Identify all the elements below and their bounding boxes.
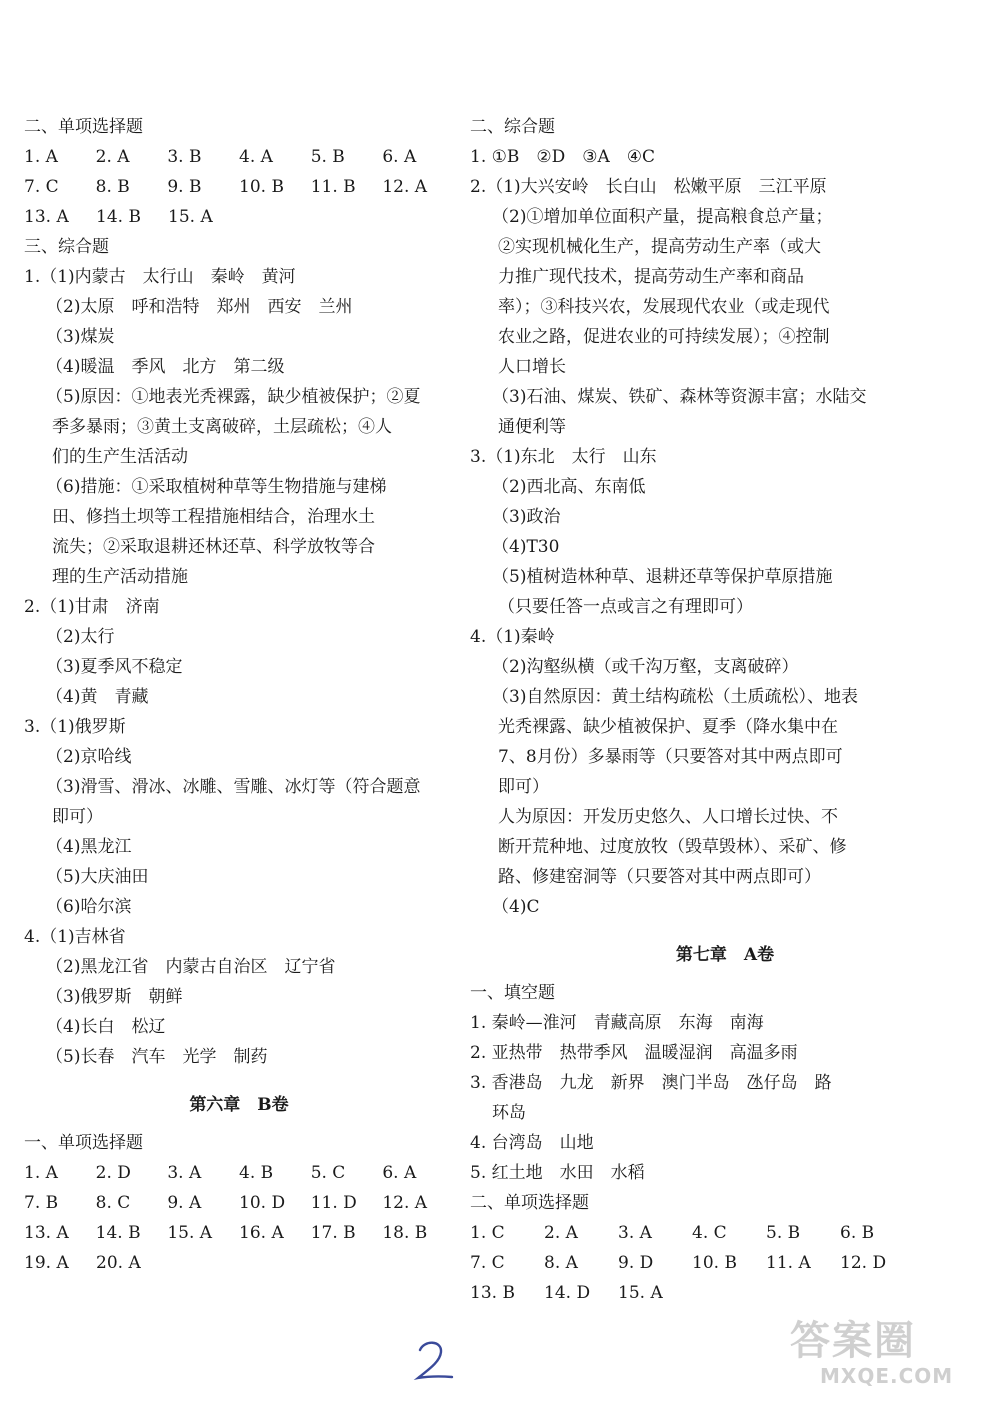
section-title: 二、综合题 — [470, 117, 555, 137]
answer: 8. B — [95, 177, 130, 197]
answer-line: 流失；②采取退耕还林还草、科学放牧等合 — [52, 537, 375, 557]
answer: 7. C — [470, 1253, 505, 1273]
chapter-title: 第七章 A卷 — [675, 945, 775, 965]
answer: 12. D — [840, 1253, 887, 1273]
answer-line: （4)暖温 季风 北方 第二级 — [46, 357, 285, 377]
watermark-logo: 答案圈 MXQE.COM — [790, 1318, 954, 1388]
answer-line: （2)黑龙江省 内蒙古自治区 辽宁省 — [46, 957, 336, 977]
answer: 14. B — [96, 207, 141, 227]
section-title: 一、单项选择题 — [24, 1133, 143, 1153]
answer: 1. C — [470, 1223, 505, 1243]
section-title: 一、填空题 — [470, 983, 555, 1003]
answer: 10. D — [239, 1193, 286, 1213]
answer: 5. B — [766, 1223, 801, 1243]
answer: 7. B — [24, 1193, 59, 1213]
answer: 11. D — [310, 1193, 357, 1213]
answer: 2. D — [95, 1163, 131, 1183]
answer: 7. C — [24, 177, 59, 197]
answer-line: （6)措施：①采取植树种草等生物措施与建梯 — [46, 477, 387, 497]
answer-line: （6)哈尔滨 — [46, 897, 132, 917]
answer-row — [24, 142, 454, 172]
answer-line: 理的生产活动措施 — [52, 567, 188, 587]
answer: 9. D — [618, 1253, 654, 1273]
answer-line: （3)自然原因：黄土结构疏松（土质疏松）、地表 — [492, 687, 858, 707]
answer-line: （3)夏季风不稳定 — [46, 657, 183, 677]
answer: 3. B — [167, 147, 202, 167]
answer-line: 3. 香港岛 九龙 新界 澳门半岛 氹仔岛 路 — [470, 1073, 832, 1093]
answer-line: （2)太行 — [46, 627, 115, 647]
answer: 8. A — [544, 1253, 578, 1273]
chapter-title: 第六章 B卷 — [189, 1095, 289, 1115]
answer-line: 4.（1)秦岭 — [470, 627, 555, 647]
answer-line: 7、8月份）多暴雨等（只要答对其中两点即可 — [498, 747, 843, 767]
answer: 14. D — [544, 1283, 591, 1303]
answer: 5. C — [310, 1163, 346, 1183]
answer: 3. A — [167, 1163, 202, 1183]
answer: 15. A — [618, 1283, 663, 1303]
answer: 1. A — [24, 1163, 58, 1183]
answer-line: （4)黄 青藏 — [46, 687, 149, 707]
answer-row — [24, 202, 454, 232]
answer-line: 4.（1)吉林省 — [24, 927, 126, 947]
answer-line: 们的生产生活活动 — [52, 447, 188, 467]
answer-line: 断开荒种地、过度放牧（毁草毁林）、采矿、修 — [498, 837, 847, 857]
answer-line: ②实现机械化生产，提高劳动生产率（或大 — [498, 237, 821, 257]
answer: 14. B — [95, 1223, 141, 1243]
answer-line: （4)黑龙江 — [46, 837, 132, 857]
right-column — [470, 112, 980, 1308]
answer-line: 环岛 — [492, 1103, 526, 1123]
answer-row — [24, 1188, 454, 1218]
section-title: 二、单项选择题 — [24, 117, 143, 137]
answer: 15. A — [167, 1223, 213, 1243]
answer-line: （3)政治 — [492, 507, 561, 527]
answer: 4. B — [239, 1163, 274, 1183]
answer-line: （5)原因：①地表光秃裸露，缺少植被保护；②夏 — [46, 387, 421, 407]
answer: 17. B — [310, 1223, 356, 1243]
answer-line: 农业之路，促进农业的可持续发展）；④控制 — [498, 327, 830, 347]
answer-line: （4)T30 — [492, 537, 560, 557]
answer-line: （2)京哈线 — [46, 747, 132, 767]
answer: 6. B — [840, 1223, 875, 1243]
answer: 1. A — [24, 147, 58, 167]
answer: 9. B — [167, 177, 202, 197]
answer: 15. A — [168, 207, 213, 227]
answer-line: 即可） — [52, 807, 103, 827]
answer-line: （3)俄罗斯 朝鲜 — [46, 987, 183, 1007]
answer-row — [470, 1278, 980, 1308]
answer-line: 1. ①B ②D ③A ④C — [470, 147, 655, 167]
answer-line: 季多暴雨；③黄土支离破碎，土层疏松；④人 — [52, 417, 392, 437]
section-title: 三、综合题 — [24, 237, 109, 257]
answer: 16. A — [239, 1223, 284, 1243]
answer-line: （5)植树造林种草、退耕还草等保护草原措施 — [492, 567, 833, 587]
answer-line: （2)沟壑纵横（或千沟万壑，支离破碎） — [492, 657, 799, 677]
answer: 19. A — [24, 1253, 69, 1273]
answer-line: 路、修建窑洞等（只要答对其中两点即可） — [498, 867, 821, 887]
answer: 20. A — [96, 1253, 141, 1273]
answer-line: 田、修挡土坝等工程措施相结合，治理水土 — [52, 507, 375, 527]
answer-line: 2.（1)甘肃 济南 — [24, 597, 160, 617]
answer-row — [24, 172, 454, 202]
left-column — [24, 112, 454, 1278]
answer-line: 人口增长 — [498, 357, 566, 377]
answer: 12. A — [382, 177, 428, 197]
answer: 12. A — [382, 1193, 428, 1213]
answer-line: （只要任答一点或言之有理即可） — [498, 597, 753, 617]
answer: 10. B — [692, 1253, 737, 1273]
answer-line: 即可） — [498, 777, 549, 797]
answer-line: （5)长春 汽车 光学 制药 — [46, 1047, 268, 1067]
answer: 9. A — [167, 1193, 202, 1213]
answer-line: 2. 亚热带 热带季风 温暖湿润 高温多雨 — [470, 1043, 798, 1063]
section-title: 二、单项选择题 — [470, 1193, 589, 1213]
answer-line: 3.（1)俄罗斯 — [24, 717, 126, 737]
answer: 11. B — [310, 177, 356, 197]
answer: 13. B — [470, 1283, 515, 1303]
answer-line: 5. 红土地 水田 水稻 — [470, 1163, 645, 1183]
answer: 2. A — [544, 1223, 578, 1243]
answer: 10. B — [239, 177, 284, 197]
answer: 5. B — [310, 147, 345, 167]
answer-line: 1. 秦岭—淮河 青藏高原 东海 南海 — [470, 1013, 764, 1033]
answer: 3. A — [618, 1223, 652, 1243]
answer-line: 光秃裸露、缺少植被保护、夏季（降水集中在 — [498, 717, 838, 737]
answer-line: （4)C — [492, 897, 540, 917]
handwritten-page-number — [408, 1336, 458, 1384]
answer-line: （2)太原 呼和浩特 郑州 西安 兰州 — [46, 297, 353, 317]
answer-line: （4)长白 松辽 — [46, 1017, 166, 1037]
answer-line: （2)①增加单位面积产量，提高粮食总产量； — [492, 207, 833, 227]
answer-line: 3.（1)东北 太行 山东 — [470, 447, 657, 467]
answer-row — [24, 1218, 454, 1248]
answer-line: 通便利等 — [498, 417, 566, 437]
answer: 6. A — [382, 1163, 417, 1183]
answer: 4. C — [692, 1223, 727, 1243]
answer-row — [24, 1158, 454, 1188]
answer: 13. A — [24, 1223, 69, 1243]
answer: 2. A — [95, 147, 130, 167]
answer-line: 人为原因：开发历史悠久、人口增长过快、不 — [498, 807, 838, 827]
answer-line: （5)大庆油田 — [46, 867, 149, 887]
answer-line: （2)西北高、东南低 — [492, 477, 646, 497]
answer-line: （3)滑雪、滑冰、冰雕、雪雕、冰灯等（符合题意 — [46, 777, 421, 797]
answer: 13. A — [24, 207, 69, 227]
answer: 6. A — [382, 147, 417, 167]
answer-row — [470, 1248, 980, 1278]
answer: 18. B — [382, 1223, 428, 1243]
answer-line: 1.（1)内蒙古 太行山 秦岭 黄河 — [24, 267, 296, 287]
answer-line: 力推广现代技术，提高劳动生产率和商品 — [498, 267, 804, 287]
answer: 4. A — [239, 147, 273, 167]
answer-line: （3)石油、煤炭、铁矿、森林等资源丰富；水陆交 — [492, 387, 867, 407]
answer-line: 4. 台湾岛 山地 — [470, 1133, 594, 1153]
answer-line: （3)煤炭 — [46, 327, 115, 347]
answer: 11. A — [766, 1253, 811, 1273]
answer-line: 2.（1)大兴安岭 长白山 松嫩平原 三江平原 — [470, 177, 827, 197]
answer-row — [470, 1218, 980, 1248]
answer-row — [24, 1248, 454, 1278]
answer: 8. C — [95, 1193, 131, 1213]
answer-line: 率）；③科技兴农，发展现代农业（或走现代 — [498, 297, 830, 317]
